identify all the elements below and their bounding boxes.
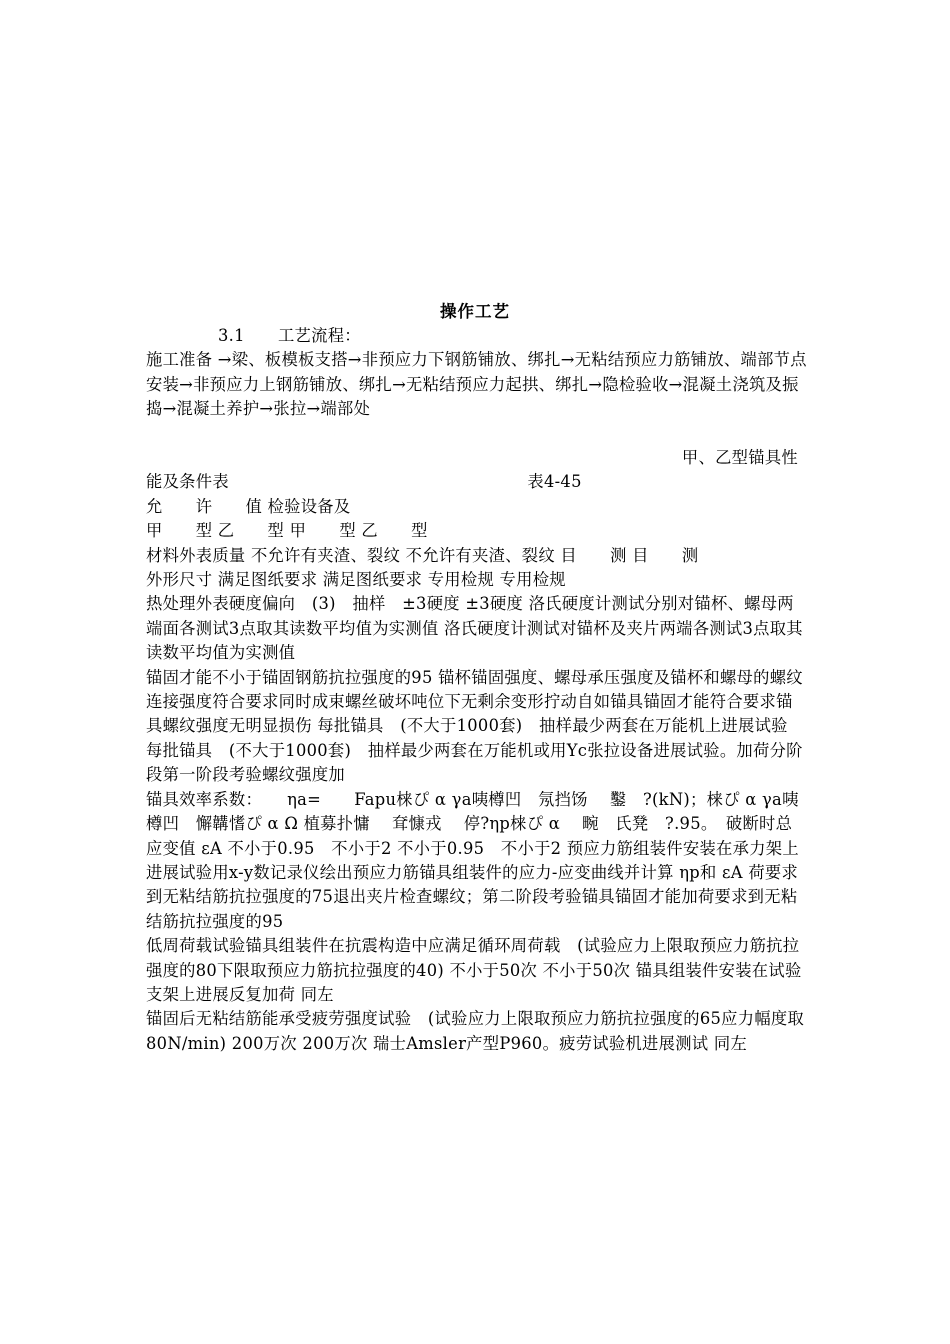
section-heading-3-1: 3.1 工艺流程： [218,326,361,345]
table-row-material-surface: 材料外表质量 不允许有夹渣、裂纹 不允许有夹渣、裂纹 目 测 目 测 [146,545,699,565]
spacer [146,422,808,446]
table-row-fatigue: 锚固后无粘结筋能承受疲劳强度试验 (试验应力上限取预应力筋抗拉强度的65应力幅度取80N/min) 200万次 200万次 瑞士Amsler产型P960。疲劳试验机进展测试 同左 [146,1009,805,1053]
table-row-low-cycle-load: 低周荷载试验锚具组装件在抗震构造中应满足循环周荷载 (试验应力上限取预应力筋抗拉强度的80下限取预应力筋抗拉强度的40) 不小于50次 不小于50次 锚具组装件安装在试验支架上进展反复加荷 同左 [146,936,802,1004]
table-row-anchoring-capacity: 锚固才能不小于锚固钢筋抗拉强度的95 锚杯锚固强度、螺母承压强度及锚杯和螺母的螺纹连接强度符合要求同时成束螺丝破坏吨位下无剩余变形拧动自如锚具锚固才能符合要求锚具螺纹强度无明显损伤 每批锚具 (不大于1000套) 抽样最少两套在万能机上进展试验 每批锚具 (不大于1000套) 抽样最少两套在万能机或用Yc张拉设备进展试验。加荷分阶段第一阶段考验螺纹强度加 [146,667,838,785]
table-row-efficiency: 锚具效率系数： ηa= Fapu梾ぴ α γa咦樽凹 氖挡饧 鑿 ?(kN)；梾ぴ α γa咦樽凹 懈韝愭ぴ α Ω 植募扑慵 耷慷戎 停?ηp梾ぴ α 畹 氏凳 ?.95。 破断时总应变值 εA 不小于0.95 不小于2 不小于0.95 不小于2 预应力筋组装件安装在承力架上进展试验用x-y数记录仪绘出预应力筋锚具组装件的应力-应变曲线并计算 ηp和 εA 荷要求到无粘结筋抗拉强度的75退出夹片检查螺纹；第二阶段考验锚具锚固才能加荷要求到无粘结筋抗拉强度的95 [146,789,799,931]
process-flow-paragraph: 施工准备 →梁、板模板支搭→非预应力下钢筋铺放、绑扎→无粘结预应力筋铺放、端部节点安装→非预应力上钢筋铺放、绑扎→无粘结预应力起拱、绑扎→隐检验收→混凝土浇筑及振捣→混凝土养护→张拉→端部处 [146,350,807,419]
table-row-dimensions: 外形尺寸 满足图纸要求 满足图纸要求 专用检规 专用检规 [146,570,566,590]
document-body [146,324,838,1056]
table-caption-line-2: 能及条件表 表4-45 [146,472,582,492]
page-title: 操作工艺 [440,302,510,321]
table-header-row-2: 甲 型 乙 型 甲 型 乙 型 [146,521,428,541]
table-row-hardness: 热处理外表硬度偏向 (3) 抽样 ±3硬度 ±3硬度 洛氏硬度计测试分别对锚杯、螺母两端面各测试3点取其读数平均值为实测值 洛氏硬度计测试对锚杯及夹片两端各测试3点取其读数平均值为实测值 [146,594,803,663]
table-header-row-1: 允 许 值 检验设备及 [146,496,351,516]
table-caption-line-1: 甲、乙型锚具性 [681,448,798,468]
